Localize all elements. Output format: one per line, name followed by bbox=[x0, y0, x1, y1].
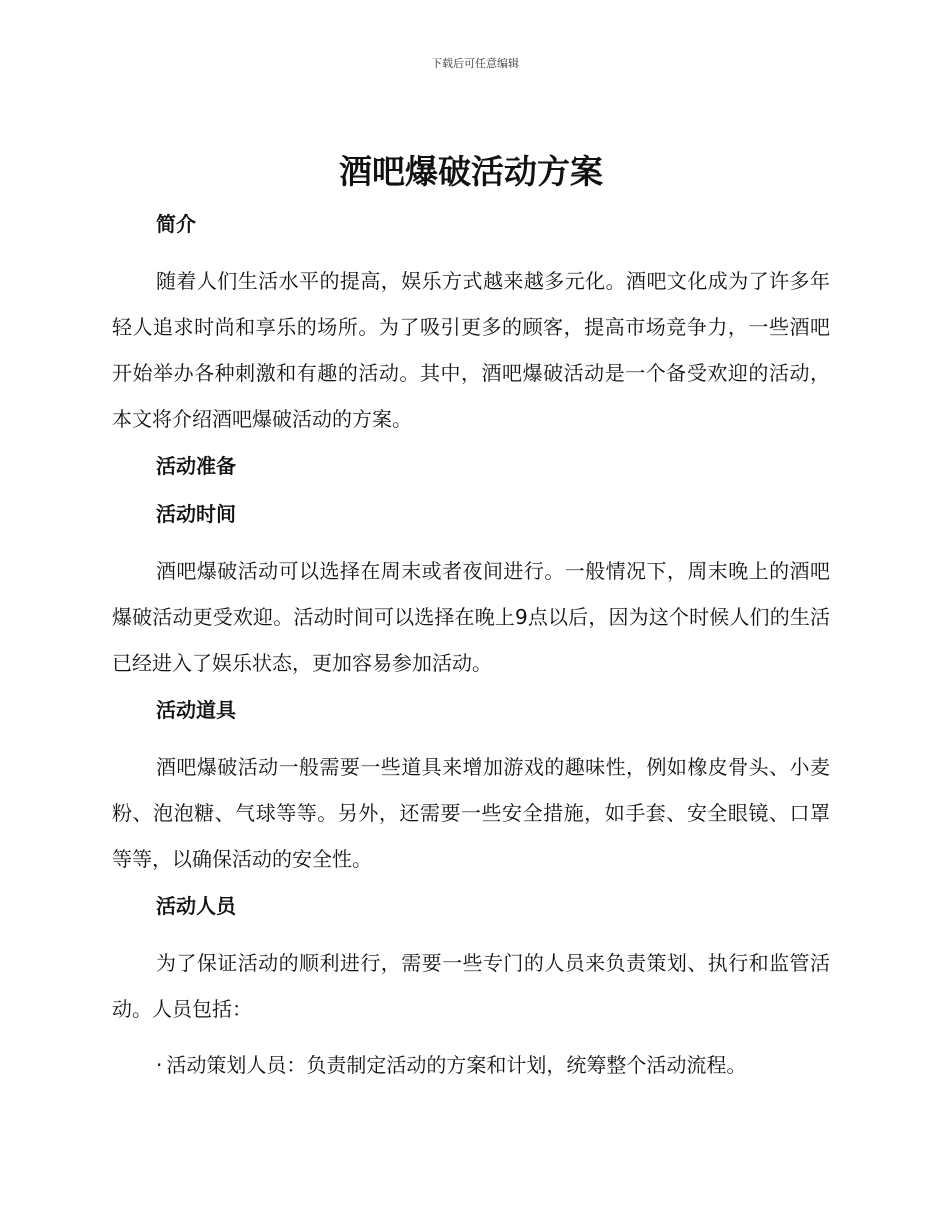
section-heading-props: 活动道具 bbox=[156, 698, 236, 722]
section-paragraph-time: 酒吧爆破活动可以选择在周末或者夜间进行。一般情况下，周末晚上的酒吧爆破活动更受欢迎。活动时间可以选择在晚上9点以后，因为这个时候人们的生活已经进入了娱乐状态，更加容易参加活动。 bbox=[112, 559, 830, 675]
list-item-text: 活动策划人员：负责制定活动的方案和计划，统筹整个活动流程。 bbox=[166, 1053, 747, 1077]
document-body bbox=[112, 148, 830, 1088]
section-paragraph-intro: 随着人们生活水平的提高，娱乐方式越来越多元化。酒吧文化成为了许多年轻人追求时尚和享乐的场所。为了吸引更多的顾客，提高市场竞争力，一些酒吧开始举办各种刺激和有趣的活动。其中，酒吧爆破活动是一个备受欢迎的活动，本文将介绍酒吧爆破活动的方案。 bbox=[112, 269, 830, 431]
page-header-note: 下载后可任意编辑 bbox=[431, 57, 519, 70]
list-item bbox=[112, 1042, 830, 1088]
document-title: 酒吧爆破活动方案 bbox=[339, 152, 603, 191]
section-paragraph-staff: 为了保证活动的顺利进行，需要一些专门的人员来负责策划、执行和监管活动。人员包括： bbox=[112, 951, 830, 1021]
section-heading-preparation: 活动准备 bbox=[156, 454, 236, 478]
section-heading-intro: 简介 bbox=[156, 212, 196, 236]
section-heading-staff: 活动人员 bbox=[156, 894, 236, 918]
section-paragraph-props: 酒吧爆破活动一般需要一些道具来增加游戏的趣味性，例如橡皮骨头、小麦粉、泡泡糖、气球等等。另外，还需要一些安全措施，如手套、安全眼镜、口罩等等，以确保活动的安全性。 bbox=[112, 755, 830, 871]
bullet-icon: · bbox=[156, 1053, 163, 1077]
section-heading-time: 活动时间 bbox=[156, 502, 236, 526]
